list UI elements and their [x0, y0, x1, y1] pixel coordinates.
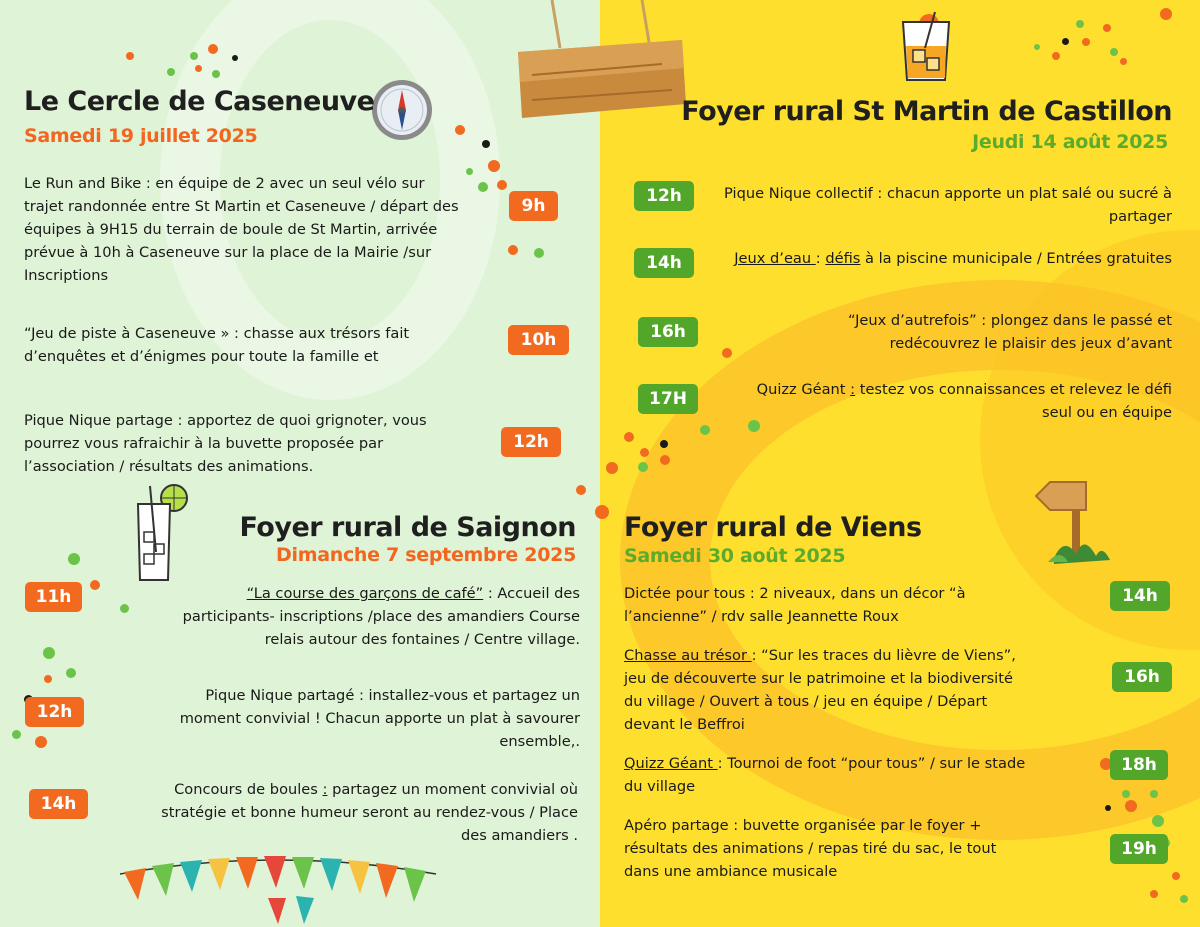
- event-text-body: testez vos connaissances et relevez le défi seul ou en équipe: [855, 381, 1172, 421]
- section-date-caseneuve: Samedi 19 juillet 2025: [24, 125, 258, 147]
- event-separator: :: [815, 250, 826, 267]
- section-title-caseneuve: Le Cercle de Caseneuve: [24, 86, 375, 117]
- compass-icon: [370, 78, 434, 142]
- event-text: Le Run and Bike : en équipe de 2 avec un seul vélo sur trajet randonnée entre St Martin et Caseneuve / départ des équipes à 9H15 du terrain de boule de St Martin, arrivée prévue à 10h à Caseneuve sur la place de la Mairie /sur Inscriptions: [24, 175, 459, 284]
- event-text: “Jeu de piste à Caseneuve » : chasse aux trésors fait d’enquêtes et d’énigmes pour toute la famille et: [24, 325, 410, 365]
- hanging-wood-sign-icon: [512, 0, 690, 122]
- bunting-flags-icon: [118, 852, 438, 927]
- event-lead-colon: :: [322, 781, 328, 798]
- event-lead: Jeux d’eau: [734, 250, 816, 267]
- event-lead: Quizz Géant: [624, 755, 718, 772]
- event-text: [140, 778, 578, 847]
- event-text: [624, 644, 1024, 736]
- time-badge: 12h: [501, 427, 561, 457]
- time-badge: 17H: [638, 384, 698, 414]
- time-badge: 16h: [638, 317, 698, 347]
- time-badge: 16h: [1112, 662, 1172, 692]
- event-text: [748, 378, 1172, 424]
- section-date-castillon: Jeudi 14 août 2025: [972, 131, 1168, 153]
- event-lead-colon: :: [850, 381, 856, 398]
- event-text: Apéro partage : buvette organisée par le foyer + résultats des animations / repas tiré du sac, le tout dans une ambiance musicale: [624, 817, 997, 880]
- event-text: Dictée pour tous : 2 niveaux, dans un décor “à l’ancienne” / rdv salle Jeannette Roux: [624, 585, 966, 625]
- time-badge: 14h: [1110, 581, 1170, 611]
- time-badge: 11h: [25, 582, 82, 612]
- event-text-body: : Accueil des participants- inscriptions /place des amandiers Course relais autour des fontaines / Centre village.: [182, 585, 580, 648]
- event-text: [720, 247, 1172, 270]
- event-lead: “Jeux d’autrefois”: [847, 312, 977, 329]
- section-date-viens: Samedi 30 août 2025: [624, 545, 846, 567]
- time-badge: 14h: [29, 789, 88, 819]
- event-text: Pique Nique partage : apportez de quoi grignoter, vous pourrez vous rafraichir à la buvette proposée par l’association / résultats des animations.: [24, 412, 427, 475]
- event-text-body: Pique Nique collectif : chacun apporte un plat salé ou sucré à partager: [724, 185, 1172, 225]
- event-text-body: à la piscine municipale / Entrées gratuites: [860, 250, 1172, 267]
- section-title-saignon: Foyer rural de Saignon: [239, 512, 576, 543]
- time-badge: 12h: [25, 697, 84, 727]
- event-text: [150, 582, 580, 651]
- event-text: [720, 182, 1172, 228]
- event-lead: défis: [825, 250, 861, 267]
- event-lead: Quizz Géant: [756, 381, 851, 398]
- iced-drink-icon: [895, 8, 957, 84]
- event-lead: Chasse au trésor: [624, 647, 752, 664]
- event-text: Pique Nique partagé : installez-vous et partagez un moment convivial ! Chacun apporte un plat à savourer ensemble,.: [179, 687, 580, 750]
- time-badge: 9h: [509, 191, 558, 221]
- section-date-saignon: Dimanche 7 septembre 2025: [276, 544, 576, 566]
- event-text-body: : “Sur les traces du lièvre de Viens”, jeu de découverte sur le patrimoine et la biodiversité du village / Ouvert à tous / jeu en équipe / Départ devant le Beffroi: [624, 647, 1016, 733]
- time-badge: 19h: [1110, 834, 1168, 864]
- event-text-body: partagez un moment convivial où stratégie et bonne humeur seront au rendez-vous / Place des amandiers .: [161, 781, 578, 844]
- event-lead: “La course des garçons de café”: [246, 585, 484, 602]
- section-title-castillon: Foyer rural St Martin de Castillon: [681, 96, 1172, 127]
- arrow-signpost-icon: [1024, 478, 1112, 566]
- event-text: [624, 752, 1034, 798]
- cocktail-glass-icon: [130, 482, 192, 584]
- event-text-body: : plongez dans le passé et redécouvrez le plaisir des jeux d’avant: [889, 312, 1172, 352]
- event-text: [760, 309, 1172, 355]
- time-badge: 14h: [634, 248, 694, 278]
- section-title-viens: Foyer rural de Viens: [624, 512, 922, 543]
- event-text-body: : Tournoi de foot “pour tous” / sur le stade du village: [624, 755, 1026, 795]
- time-badge: 10h: [508, 325, 569, 355]
- time-badge: 12h: [634, 181, 694, 211]
- time-badge: 18h: [1110, 750, 1168, 780]
- event-lead: Concours de boules: [174, 781, 323, 798]
